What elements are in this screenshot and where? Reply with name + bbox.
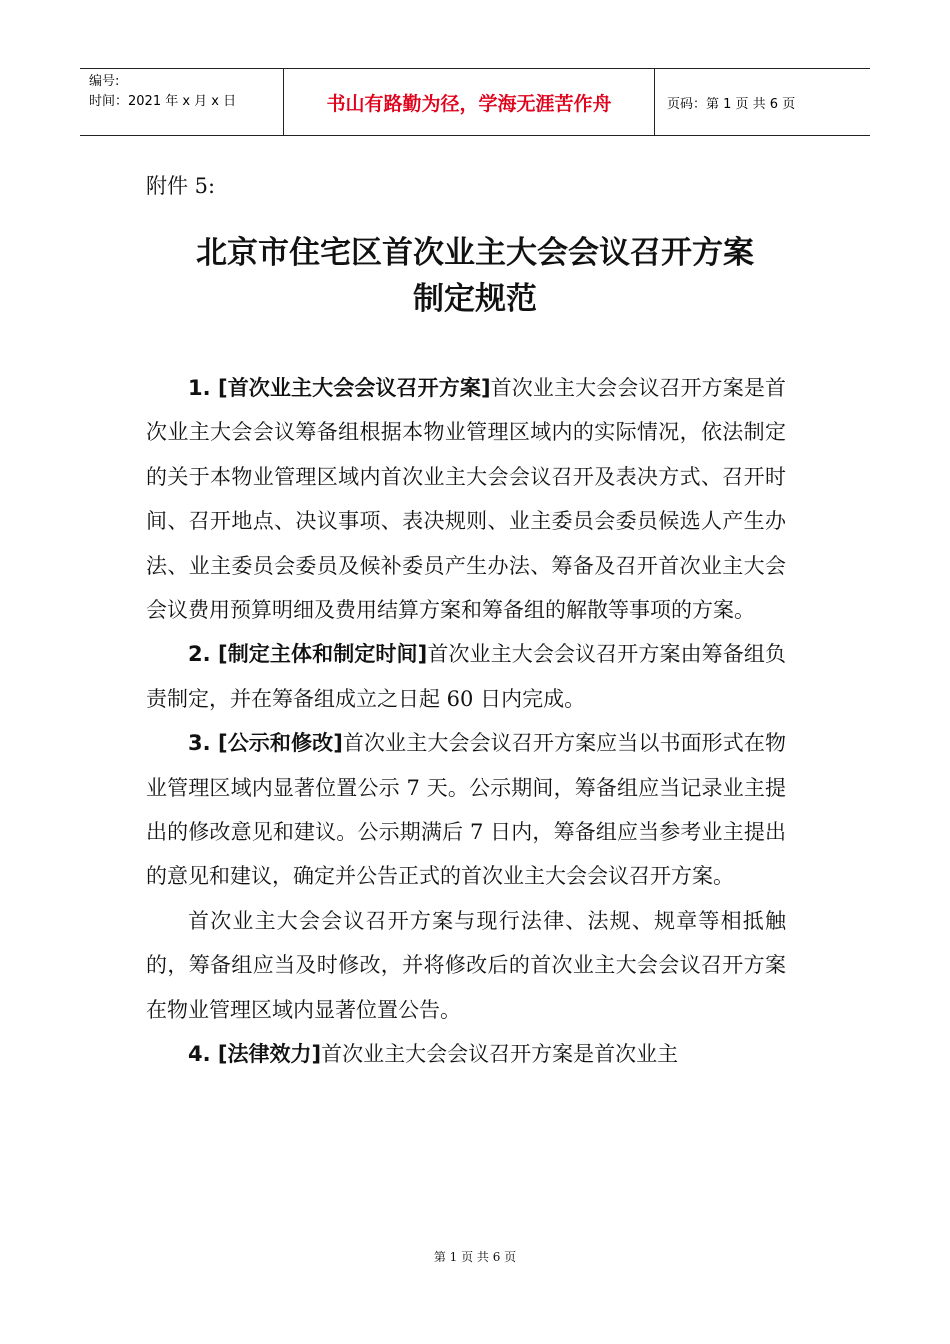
- title-line-1: 北京市住宅区首次业主大会会议召开方案: [196, 235, 754, 271]
- paragraph-2-heading: 2. [制定主体和制定时间]: [188, 642, 428, 667]
- paragraph-3-text: 首次业主大会会议召开方案应当以书面形式在物业管理区域内显著位置公示 7 天。公示期间，筹备组应当记录业主提出的修改意见和建议。公示期满后 7 日内，筹备组应当参考业主提出的意见和建议，确定并公告正式的首次业主大会会议召开方案。: [146, 731, 786, 889]
- title-line-2: 制定规范: [413, 281, 537, 317]
- paragraph-3: [146, 721, 786, 899]
- page-header: [80, 68, 870, 136]
- document-body: [146, 366, 786, 1077]
- paragraph-1-heading: 1. [首次业主大会会议召开方案]: [188, 376, 491, 400]
- date-label: 时间：2021 年 x 月 x 日: [89, 94, 237, 109]
- paragraph-1-text: 首次业主大会会议召开方案是首次业主大会会议筹备组根据本物业管理区域内的实际情况，依法制定的关于本物业管理区域内首次业主大会会议召开及表决方式、召开时间、召开地点、决议事项、表决规则、业主委员会委员候选人产生办法、业主委员会委员及候补委员产生办法、筹备及召开首次业主大会会议费用预算明细及费用结算方案和筹备组的解散等事项的方案。: [146, 376, 786, 623]
- attachment-label: 附件 5:: [146, 174, 216, 198]
- paragraph-4-text: 首次业主大会会议召开方案与现行法律、法规、规章等相抵触的，筹备组应当及时修改，并将修改后的首次业主大会会议召开方案在物业管理区域内显著位置公告。: [146, 908, 786, 1022]
- paragraph-3-heading: 3. [公示和修改]: [188, 731, 343, 756]
- header-meta: [80, 69, 283, 135]
- header-motto: 书山有路勤为径，学海无涯苦作舟: [283, 69, 655, 135]
- page-footer: 第 1 页 共 6 页: [433, 1250, 517, 1264]
- paragraph-5-heading: 4. [法律效力]: [188, 1042, 322, 1067]
- paragraph-2: [146, 632, 786, 721]
- document-title: [80, 230, 870, 322]
- header-page-info: 页码：第 1 页 共 6 页: [667, 96, 796, 112]
- paragraph-1: [146, 366, 786, 632]
- paragraph-4: [146, 899, 786, 1032]
- paragraph-2-text: 首次业主大会会议召开方案由筹备组负责制定，并在筹备组成立之日起 60 日内完成。: [146, 642, 786, 711]
- paragraph-5-text: 首次业主大会会议召开方案是首次业主: [321, 1042, 679, 1067]
- number-label: 编号:: [89, 74, 120, 89]
- paragraph-5: [146, 1032, 786, 1076]
